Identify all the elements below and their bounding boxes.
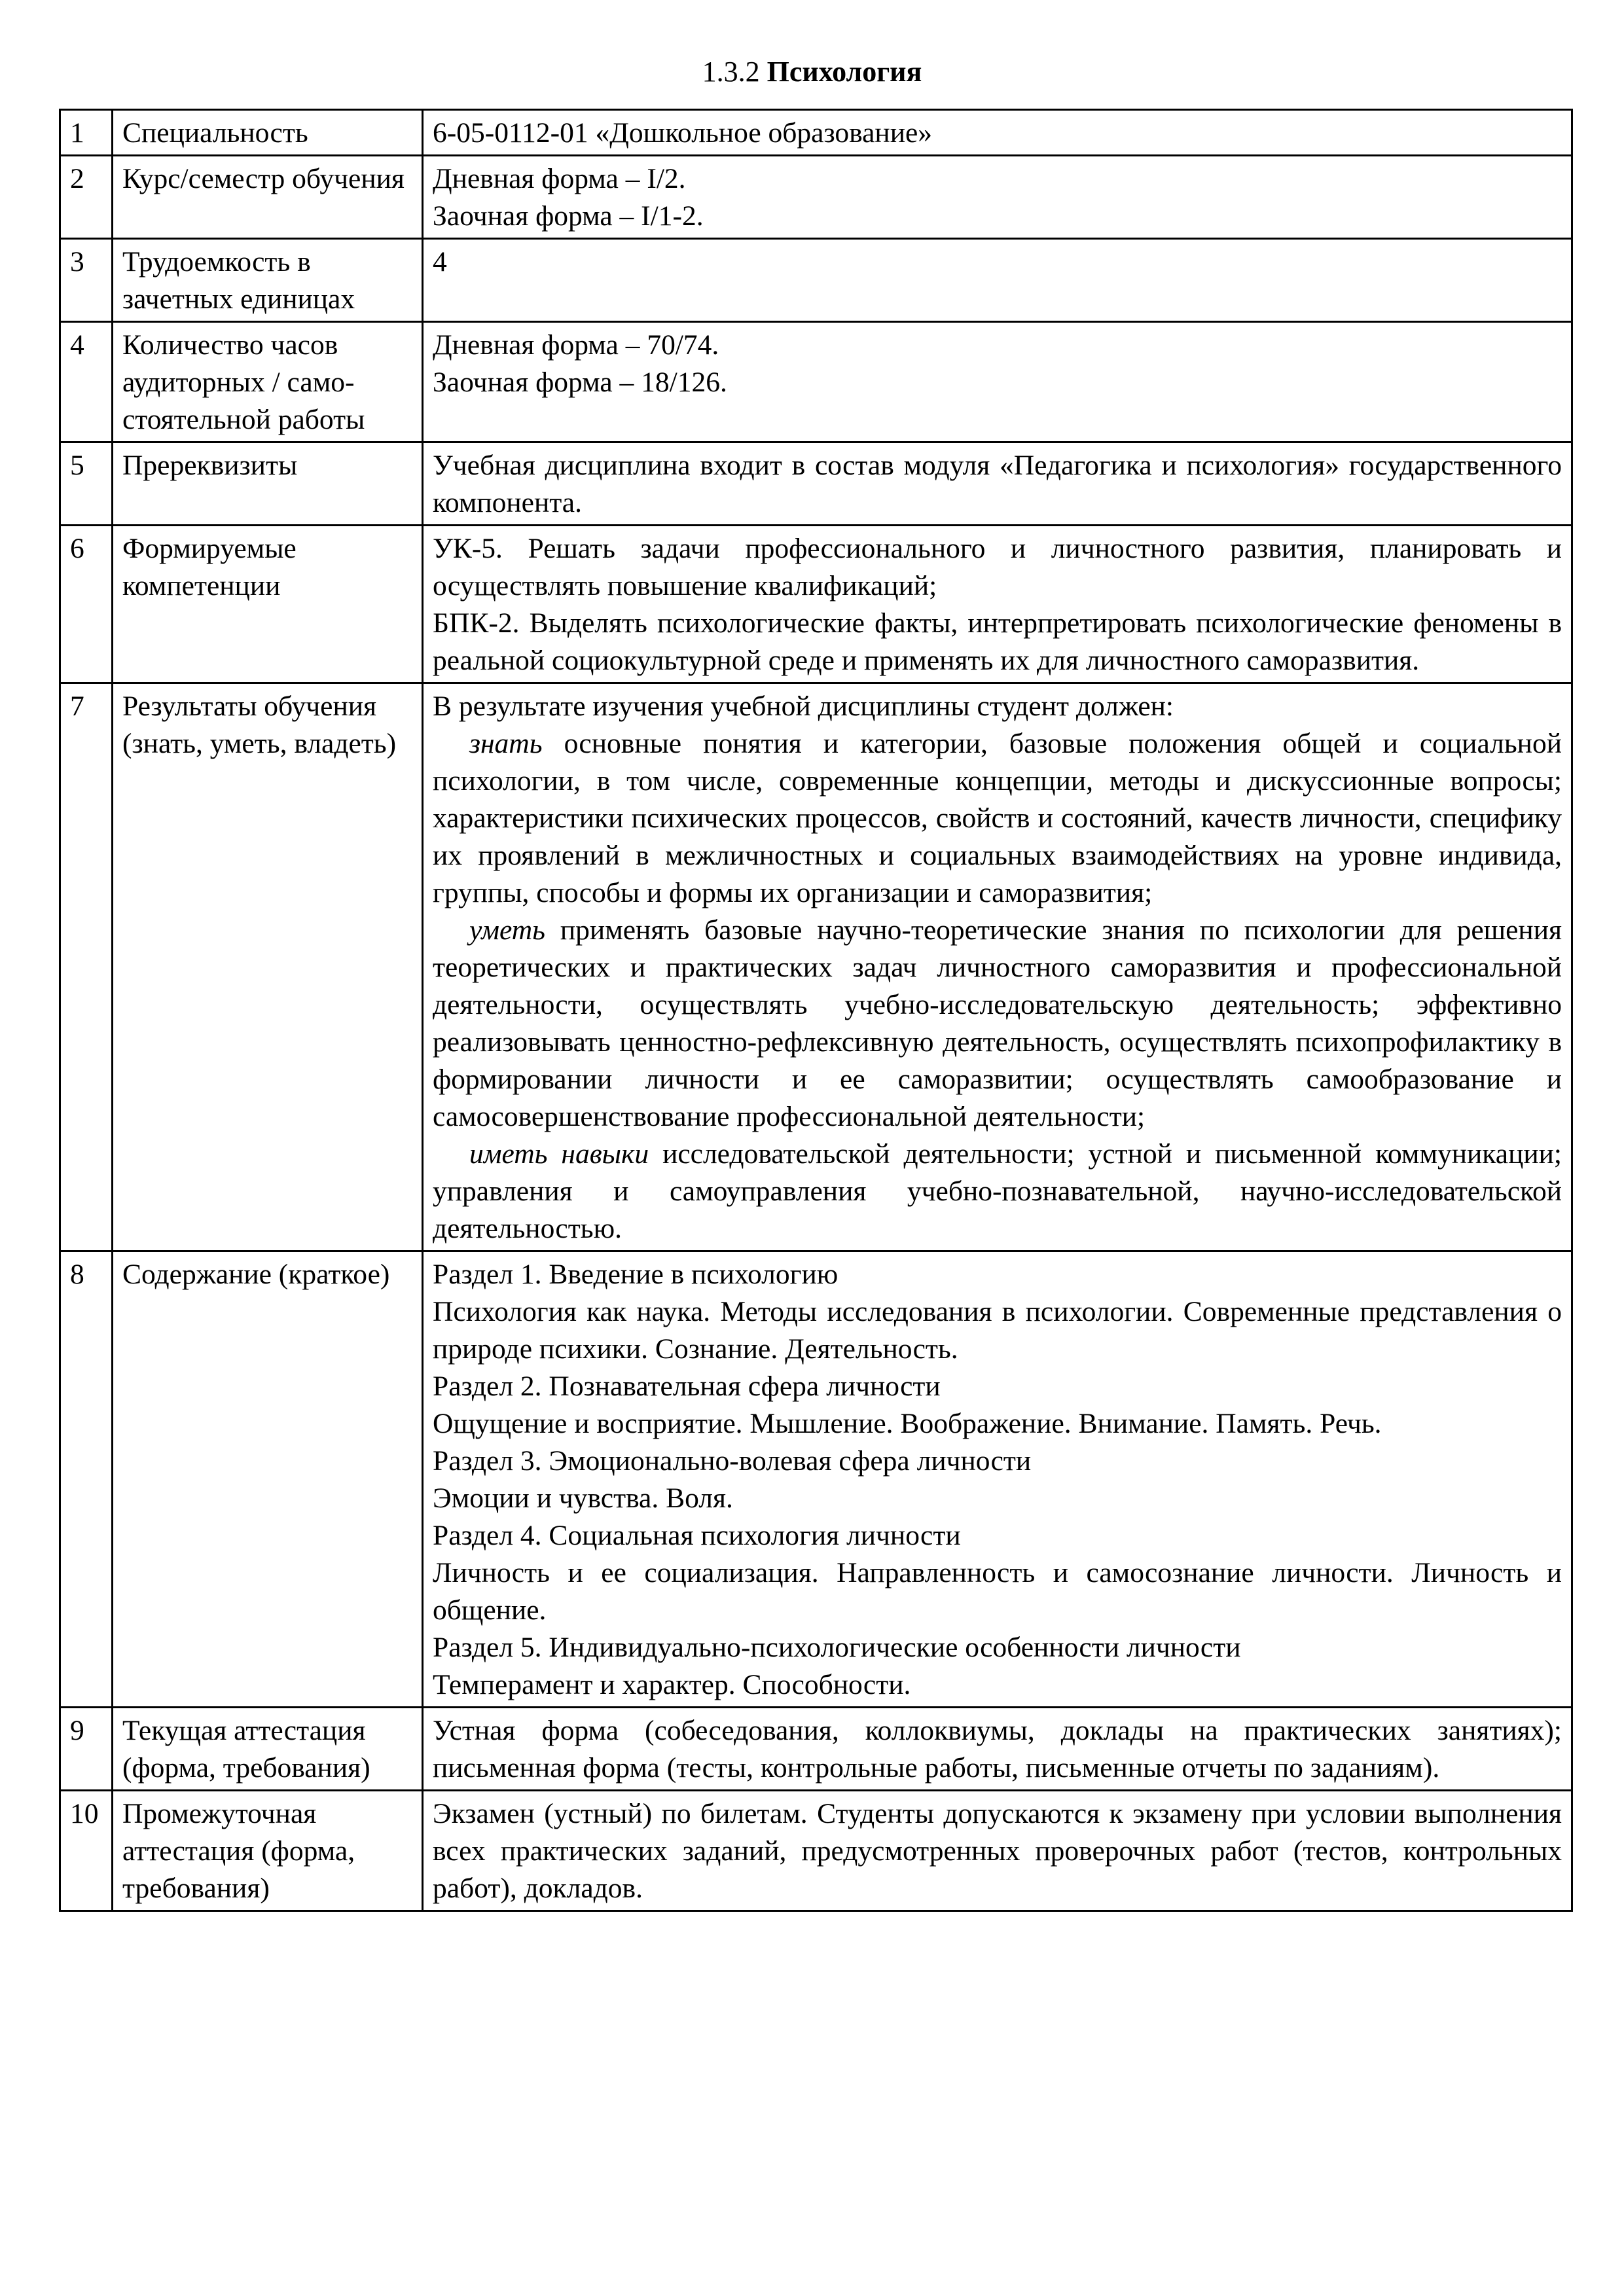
table-row bbox=[60, 239, 1572, 322]
row-number: 7 bbox=[60, 683, 113, 1251]
row-number: 1 bbox=[60, 110, 113, 156]
row-label: Трудоемкость в зачетных единицах bbox=[113, 239, 423, 322]
row-label: Текущая аттестация (форма, требования) bbox=[113, 1708, 423, 1791]
row-number: 6 bbox=[60, 526, 113, 683]
results-item-text: применять базовые научно-теоретические знания по психологии для решения теоретических и практических задач личностного саморазвития и профессиональной деятельности, осуществлять учебно-исследовательскую деятельность; эффективно реализовывать ценностно-рефлексивную деятельность, осуществлять психопрофилактику в формировании личности и ее саморазвитии; осуществлять самообразование и самосовершенствование профессиональной деятельности; bbox=[433, 914, 1562, 1132]
content-line: Раздел 4. Социальная психология личности bbox=[433, 1520, 961, 1551]
content-line: Раздел 2. Познавательная сфера личности bbox=[433, 1371, 941, 1402]
row-content bbox=[423, 156, 1572, 239]
row-content bbox=[423, 1791, 1572, 1911]
row-label: Содержание (краткое) bbox=[113, 1251, 423, 1708]
table-row bbox=[60, 683, 1572, 1251]
table-row bbox=[60, 110, 1572, 156]
content-line: Раздел 5. Индивидуально-психологические особенности личности bbox=[433, 1632, 1241, 1663]
table-row bbox=[60, 1251, 1572, 1708]
row-content bbox=[423, 239, 1572, 322]
table-row bbox=[60, 156, 1572, 239]
row-label: Формируемые компетенции bbox=[113, 526, 423, 683]
table-row bbox=[60, 1791, 1572, 1911]
results-item bbox=[433, 1136, 1562, 1247]
row-number: 3 bbox=[60, 239, 113, 322]
row-content bbox=[423, 442, 1572, 526]
content-line: Учебная дисциплина входит в состав модуля «Педагогика и психология» государственного компонента. bbox=[433, 450, 1562, 518]
table-row bbox=[60, 442, 1572, 526]
section-name: Психология bbox=[767, 56, 922, 88]
row-content bbox=[423, 683, 1572, 1251]
table-row bbox=[60, 322, 1572, 442]
row-number: 4 bbox=[60, 322, 113, 442]
row-number: 8 bbox=[60, 1251, 113, 1708]
content-line: Устная форма (собеседования, коллоквиумы, доклады на практических занятиях); письменная форма (тесты, контрольные работы, письменные отчеты по заданиям). bbox=[433, 1715, 1562, 1784]
content-line: Заочная форма – I/1-2. bbox=[433, 200, 704, 232]
content-line: Психология как наука. Методы исследования в психологии. Современные представления о природе психики. Сознание. Деятельность. bbox=[433, 1296, 1562, 1365]
results-item-key: уметь bbox=[469, 914, 545, 946]
content-line: 4 bbox=[433, 246, 447, 278]
row-label: Результаты обучения (знать, уметь, владеть) bbox=[113, 683, 423, 1251]
content-line: Эмоции и чувства. Воля. bbox=[433, 1482, 733, 1514]
row-content bbox=[423, 1251, 1572, 1708]
results-intro: В результате изучения учебной дисциплины студент должен: bbox=[433, 691, 1174, 722]
row-label: Количество часов аудиторных / само-стоятельной работы bbox=[113, 322, 423, 442]
results-item bbox=[433, 912, 1562, 1136]
results-item-key: иметь навыки bbox=[469, 1138, 649, 1170]
content-line: Дневная форма – 70/74. bbox=[433, 329, 719, 361]
content-line: УК-5. Решать задачи профессионального и личностного развития, планировать и осуществлять повышение квалификаций; bbox=[433, 533, 1562, 601]
row-content bbox=[423, 110, 1572, 156]
results-item bbox=[433, 725, 1562, 912]
results-item-text: основные понятия и категории, базовые положения общей и социальной психологии, в том числе, современные концепции, методы и дискуссионные вопросы; характеристики психических процессов, свойств и состояний, качеств личности, специфику их проявлений в межличностных и социальных взаимодействиях на уровне индивида, группы, способы и формы их организации и саморазвития; bbox=[433, 728, 1562, 908]
row-label: Специальность bbox=[113, 110, 423, 156]
row-number: 5 bbox=[60, 442, 113, 526]
row-label: Курс/семестр обучения bbox=[113, 156, 423, 239]
row-content bbox=[423, 1708, 1572, 1791]
content-line: Дневная форма – I/2. bbox=[433, 163, 686, 194]
content-line: Экзамен (устный) по билетам. Студенты допускаются к экзамену при условии выполнения всех практических заданий, предусмотренных проверочных работ (тестов, контрольных работ), докладов. bbox=[433, 1798, 1562, 1904]
results-item-key: знать bbox=[469, 728, 543, 759]
discipline-table bbox=[59, 109, 1573, 1912]
content-line: Раздел 1. Введение в психологию bbox=[433, 1259, 839, 1290]
row-number: 9 bbox=[60, 1708, 113, 1791]
page-title bbox=[0, 54, 1624, 90]
row-label: Пререквизиты bbox=[113, 442, 423, 526]
content-line: Темперамент и характер. Способности. bbox=[433, 1669, 911, 1700]
row-number: 10 bbox=[60, 1791, 113, 1911]
table-row bbox=[60, 1708, 1572, 1791]
content-line: Ощущение и восприятие. Мышление. Воображение. Внимание. Память. Речь. bbox=[433, 1408, 1382, 1439]
content-line: Заочная форма – 18/126. bbox=[433, 367, 727, 398]
row-number: 2 bbox=[60, 156, 113, 239]
row-content bbox=[423, 322, 1572, 442]
results-item-text: исследовательской деятельности; устной и письменной коммуникации; управления и самоуправления учебно-познавательной, научно-исследовательской деятельностью. bbox=[433, 1138, 1562, 1244]
row-label: Промежуточная аттестация (форма, требования) bbox=[113, 1791, 423, 1911]
section-number: 1.3.2 bbox=[702, 56, 760, 88]
table-row bbox=[60, 526, 1572, 683]
content-line: 6-05-0112-01 «Дошкольное образование» bbox=[433, 117, 933, 149]
content-line: БПК-2. Выделять психологические факты, интерпретировать психологические феномены в реальной социокультурной среде и применять их для личностного саморазвития. bbox=[433, 607, 1562, 676]
content-line: Раздел 3. Эмоционально-волевая сфера личности bbox=[433, 1445, 1032, 1477]
row-content bbox=[423, 526, 1572, 683]
content-line: Личность и ее социализация. Направленность и самосознание личности. Личность и общение. bbox=[433, 1557, 1562, 1626]
